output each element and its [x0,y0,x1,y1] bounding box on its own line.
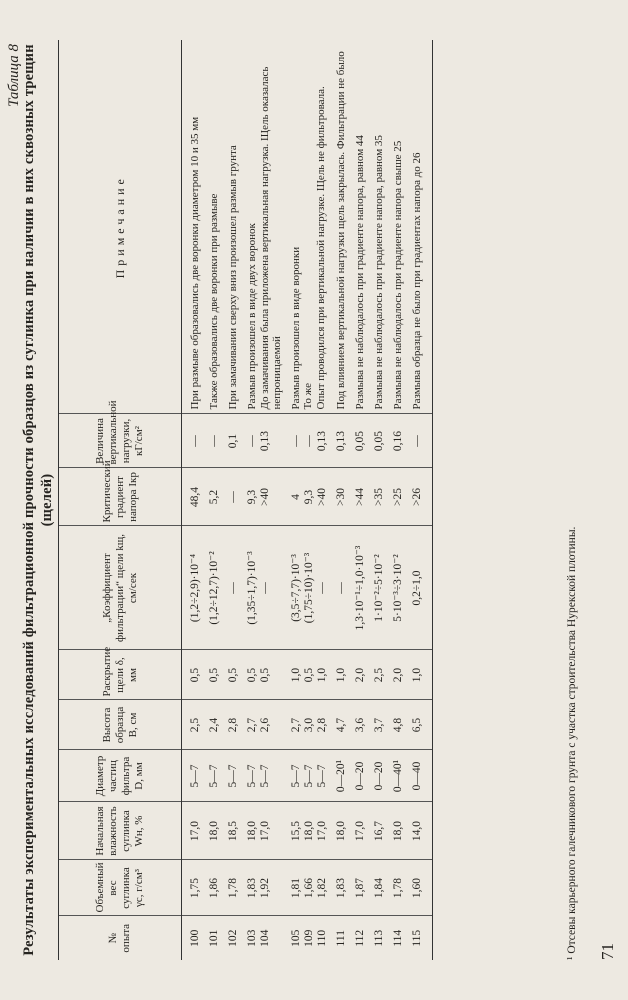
col-header-vertical-load: Величина вертикальной нагрузки, кГ/см² [59,414,182,468]
col-header-critical-gradient: Критический градиент напора Iкр [59,468,182,526]
cell-particle-diameter: 0—20¹ [332,750,351,802]
cell-particle-diameter: 5—7 5—7 [243,750,287,802]
table-row [205,40,224,960]
table-row [243,40,287,960]
cell-experiment-number: 112 [353,929,366,947]
cell-particle-diameter: 0—20 [370,750,389,802]
col-header-filtration-coefficient: „Коэффициент фильтрации“ щели kщ, см/сек [59,526,182,650]
cell-sample-height: 2,4 [205,700,224,750]
cell-note: Размыв произошел в виде двух воронок До замачивания была приложена вертикальная нагрузка. Щель оказалась непроницаемой [243,40,287,414]
cell-moisture: 18,0 [389,802,408,860]
cell-vertical-load: 0,05 [351,414,370,468]
cell-experiment-number: 114 [391,929,404,947]
cell-experiment-number: 102 [227,929,239,947]
cell-experiment-number: 101 [208,929,220,947]
cell-crack-opening: 1,0 [332,650,351,700]
cell-experiment-number: 105 109 110 [289,929,328,947]
cell-crack-opening: 0,5 [205,650,224,700]
cell-note: Также образовались две воронки при размыве [205,40,224,414]
col-header-experiment: № опыта [59,916,182,960]
cell-sample-height: 2,8 [224,700,243,750]
cell-unit-weight: 1,78 [224,860,243,916]
cell-particle-diameter: 5—7 5—7 5—7 [287,750,332,802]
cell-critical-gradient: 5,2 [205,468,224,526]
cell-filtration-coefficient: — [224,526,243,650]
footnote: ¹ Отсевы карьерного галечникового грунта с участка строительства Нурекской плотины. [566,526,578,960]
cell-critical-gradient: >35 [370,468,389,526]
cell-moisture: 17,0 [351,802,370,860]
cell-moisture: 18,0 17,0 [243,802,287,860]
page-number: 71 [598,943,617,960]
cell-critical-gradient: 9,3 >40 [243,468,287,526]
table-row [287,40,332,960]
cell-critical-gradient: — [224,468,243,526]
col-header-crack-opening: Раскрытие щели δ, мм [59,650,182,700]
table-row [408,40,433,960]
col-header-sample-height: Высота образца B, см [59,700,182,750]
cell-sample-height: 3,7 [370,700,389,750]
cell-particle-diameter: 5—7 [182,750,206,802]
cell-crack-opening: 1,0 [408,650,433,700]
cell-unit-weight: 1,75 [182,860,206,916]
cell-note: Размыва не наблюдалось при градиенте напора, равном 35 [370,40,389,414]
cell-particle-diameter: 0—40 [408,750,433,802]
cell-moisture: 14,0 [408,802,433,860]
table-caption: Результаты экспериментальных исследований фильтрационной прочности образцов из суглинка при наличии в них сквозных трещин (щелей) [21,44,55,956]
col-header-moisture: Начальная влажность суглинка Wн, % [59,802,182,860]
cell-critical-gradient: >44 [351,468,370,526]
table-row [182,40,206,960]
table-row [332,40,351,960]
cell-crack-opening: 1,0 0,5 1,0 [287,650,332,700]
cell-sample-height: 6,5 [408,700,433,750]
cell-unit-weight: 1,60 [408,860,433,916]
table-label: Таблица 8 [6,44,22,107]
cell-note: Размыва образца не было при градиентах напора до 26 [408,40,433,414]
cell-crack-opening: 0,5 [224,650,243,700]
cell-moisture: 17,0 [182,802,206,860]
cell-filtration-coefficient: 5·10⁻³÷3·10⁻² [389,526,408,650]
cell-particle-diameter: 0—40¹ [389,750,408,802]
table-row [351,40,370,960]
cell-unit-weight: 1,86 [205,860,224,916]
cell-note: Размыва не наблюдалось при градиенте напора свыше 25 [389,40,408,414]
cell-moisture: 15,5 18,0 17,0 [287,802,332,860]
cell-note: При замачивании сверху вниз произошел размыв грунта [224,40,243,414]
cell-critical-gradient: >26 [408,468,433,526]
cell-crack-opening: 2,0 [389,650,408,700]
cell-note: При размыве образовались две воронки диаметром 10 и 35 мм [182,40,206,414]
cell-vertical-load: — [408,414,433,468]
table-row [389,40,408,960]
cell-sample-height: 2,7 3,0 2,8 [287,700,332,750]
cell-particle-diameter: 0—20 [351,750,370,802]
cell-filtration-coefficient: (1,35÷1,7)·10⁻³ — [243,526,287,650]
cell-note: Размыв произошел в виде воронки То же Опыт проводился при вертикальной нагрузке. Щель не фильтровала. [287,40,332,414]
cell-vertical-load: 0,1 [224,414,243,468]
cell-filtration-coefficient: 1·10⁻²÷5·10⁻² [370,526,389,650]
col-header-particle-diameter: Диаметр частиц фильтра D, мм [59,750,182,802]
cell-filtration-coefficient: 1,3·10⁻¹÷1,0·10⁻³ [351,526,370,650]
cell-unit-weight: 1,83 [332,860,351,916]
cell-unit-weight: 1,81 1,66 1,82 [287,860,332,916]
cell-filtration-coefficient: 0,2÷1,0 [408,526,433,650]
cell-moisture: 18,5 [224,802,243,860]
cell-vertical-load: 0,13 [332,414,351,468]
cell-critical-gradient: 48,4 [182,468,206,526]
table-body [182,40,433,960]
results-table [58,40,433,960]
cell-vertical-load: — — 0,13 [287,414,332,468]
cell-sample-height: 4,7 [332,700,351,750]
cell-particle-diameter: 5—7 [205,750,224,802]
cell-experiment-number: 103 104 [246,929,271,947]
cell-critical-gradient: >25 [389,468,408,526]
table-row [224,40,243,960]
cell-sample-height: 2,5 [182,700,206,750]
table-header-row [59,40,182,960]
cell-note: Под влиянием вертикальной нагрузки щель закрылась. Фильтрации не было [332,40,351,414]
cell-unit-weight: 1,84 [370,860,389,916]
cell-sample-height: 4,8 [389,700,408,750]
cell-crack-opening: 0,5 [182,650,206,700]
cell-filtration-coefficient: (3,5÷7,7)·10⁻³ (1,75÷10)·10⁻³ — [287,526,332,650]
cell-moisture: 18,0 [332,802,351,860]
cell-experiment-number: 113 [372,929,385,947]
cell-unit-weight: 1,87 [351,860,370,916]
cell-vertical-load: — [182,414,206,468]
cell-moisture: 18,0 [205,802,224,860]
col-header-unit-weight: Объемный вес суглинка γс, г/см³ [59,860,182,916]
cell-unit-weight: 1,78 [389,860,408,916]
cell-critical-gradient: >30 [332,468,351,526]
cell-vertical-load: 0,05 [370,414,389,468]
cell-sample-height: 2,7 2,6 [243,700,287,750]
col-header-note: Примечание [59,40,182,414]
cell-crack-opening: 0,5 0,5 [243,650,287,700]
cell-vertical-load: — 0,13 [243,414,287,468]
cell-crack-opening: 2,5 [370,650,389,700]
cell-experiment-number: 115 [408,916,433,960]
table-row [370,40,389,960]
cell-particle-diameter: 5—7 [224,750,243,802]
cell-crack-opening: 2,0 [351,650,370,700]
cell-filtration-coefficient: (1,2÷12,7)·10⁻² [205,526,224,650]
cell-vertical-load: — [205,414,224,468]
cell-vertical-load: 0,16 [389,414,408,468]
cell-moisture: 16,7 [370,802,389,860]
cell-filtration-coefficient: — [332,526,351,650]
cell-unit-weight: 1,83 1,92 [243,860,287,916]
cell-sample-height: 3,6 [351,700,370,750]
cell-critical-gradient: 4 9,3 >40 [287,468,332,526]
cell-filtration-coefficient: (1,2÷2,9)·10⁻⁴ [182,526,206,650]
cell-note: Размыва не наблюдалось при градиенте напора, равном 44 [351,40,370,414]
cell-experiment-number: 111 [334,930,347,947]
cell-experiment-number: 100 [189,929,201,947]
